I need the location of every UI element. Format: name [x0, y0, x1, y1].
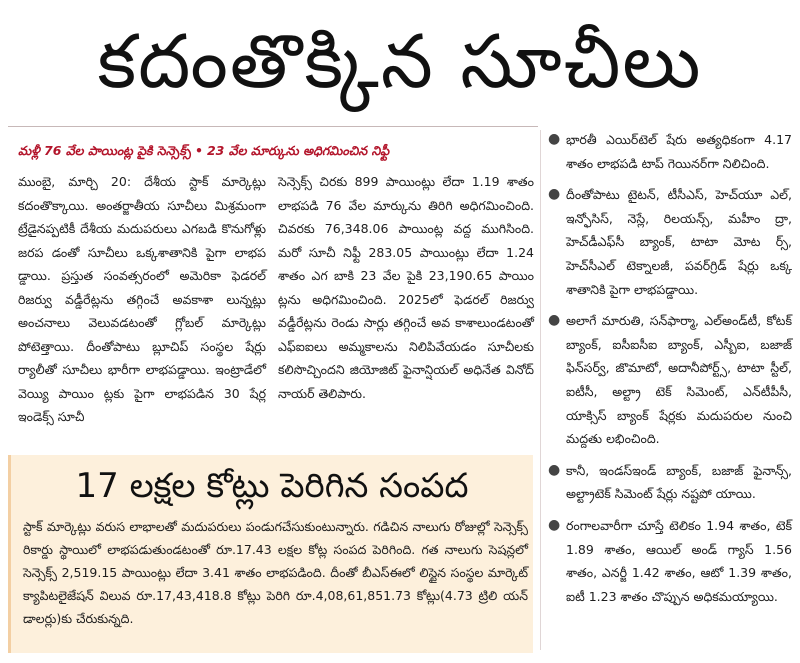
- column-1-text: ముంబై, మార్చి 20: దేశీయ స్టాక్ మార్కెట్లు కదంతొక్కాయి. అంతర్జాతీయ సూచీలు మిశ్రమంగా ట్రేడైనప్పటికీ దేశీయ మదుపరులు ఎగబడి కొనుగోళ్లు జరప డంతో సూచీలు ఒక్కశాతానికి పైగా లాభప డ్డాయి. ప్రస్తుత సంవత్సరంలో అమెరికా ఫెడరల్ రిజర్వు వడ్డీరేట్లను తగ్గించే అవకాశా లున్నట్లు అంచనాలు వెలువడటంతో గ్లోబల్ మార్కెట్లు పోటెత్తాయి. దీంతోపాటు బ్లూచిప్ సంస్థల షేర్లు ర్యాలీతో సూచీలు భారీగా లాభపడ్డాయి. ఇంట్రాడేలో వెయ్యి పాయిం ట్లకు పైగా లాభపడిన 30 షేర్ల ఇండెక్స్ సూచీ: [18, 174, 266, 424]
- bullet-icon: ●: [548, 516, 561, 533]
- subhead-right: 23 వేల మార్కును అధిగమించిన నిఫ్టీ: [206, 143, 390, 158]
- box-title: 17 లక్షల కోట్లు పెరిగిన సంపద: [75, 466, 469, 506]
- article-column-1: [18, 170, 266, 429]
- bullet-item: [546, 309, 792, 451]
- subhead-bullet: •: [194, 143, 203, 158]
- bullet-item: [546, 514, 792, 608]
- bullet-icon: ●: [548, 312, 561, 329]
- bullet-item: [546, 183, 792, 301]
- bullet-item: [546, 459, 792, 506]
- bullet-text: కానీ, ఇండస్‌ఇండ్ బ్యాంక్, బజాజ్ ఫైనాన్స్, అల్ట్రాటెక్ సిమెంట్ షేర్లు నష్టపో యాయి.: [566, 462, 792, 502]
- subheadline: [18, 141, 533, 161]
- bullet-icon: ●: [548, 461, 561, 478]
- box-body: స్టాక్ మార్కెట్లు వరుస లాభాలతో మదుపరులు పండుగచేసుకుంటున్నారు. గడిచిన నాలుగు రోజుల్లో సెన్సెక్స్ రికార్డు స్థాయిలో లాభపడుతుండటంతో రూ.17.43 లక్షల కోట్ల సంపద పెరిగింది. గత నాలుగు సెషన్లలో సెన్సెక్స్ 2,519.15 పాయింట్లు లేదా 3.41 శాతం లాభపడింది. దీంతో బీఎస్‌ఈలో లిస్టైన సంస్థల మార్కెట్ క్యాపిటలైజేషన్ విలువ రూ.17,43,418.8 కోట్లు పెరిగి రూ.4,08,61,851.73 కోట్లు(4.73 ట్రిలి యన్ డాలర్లు)కు చేరుకున్నది.: [23, 519, 528, 626]
- bullet-icon: ●: [548, 131, 561, 147]
- bullet-text: అలాగే మారుతి, సన్‌ఫార్మా, ఎల్‌అండ్‌టీ, కోటక్ బ్యాంక్, ఐసీఐసీఐ బ్యాంక్, ఎస్బీఐ, బజాజ్ ఫిన్‌సర్వ్, జొమాటో, అదానీపోర్ట్స్, టాటా స్టీల్, ఐటీసీ, అల్ట్రా టెక్ సిమెంట్, ఎన్‌టీపీసీ, యాక్సిస్ బ్యాంక్ షేర్లకు మదుపరుల నుంచి మద్దతు లభించింది.: [566, 313, 792, 447]
- bullet-text: రంగాలవారీగా చూస్తే టెలికం 1.94 శాతం, టెక్ 1.89 శాతం, ఆయిల్ అండ్ గ్యాస్ 1.56 శాతం, ఎనర్జీ 1.42 శాతం, ఆటో 1.39 శాతం, ఐటీ 1.23 శాతం చొప్పున అధికమయ్యాయి.: [566, 517, 792, 604]
- column-2-text: సెన్సెక్స్ చిరకు 899 పాయింట్లు లేదా 1.19 శాతం లాభపడి 76 వేల మార్కును తిరిగి అధిగమించింది. చివరకు 76,348.06 పాయింట్ల వద్ద ముగిసింది. మరో సూచీ నిఫ్టీ 283.05 పాయింట్లు లేదా 1.24 శాతం ఎగ బాకి 23 వేల పైకి 23,190.65 పాయిం ట్లను అధిగమించింది. 2025లో ఫెడరల్ రిజర్వు వడ్డీరేట్లను రెండు సార్లు తగ్గించే అవ కాశాలుండటంతో ఎఫ్‌ఐఐలు అమ్మకాలను నిలిపివేయడం సూచీలకు కలిసొచ్చిందని జియోజిట్ ఫైనాన్షియల్ అధినేత వినోద్ నాయర్ తెలిపారు.: [278, 174, 534, 401]
- wealth-box: [8, 455, 533, 653]
- bullet-column: [546, 128, 792, 616]
- headline: కదంతొక్కిన సూచీలు: [97, 19, 703, 105]
- bullet-text: దీంతోపాటు టైటన్, టీసీఎస్, హెచ్‌యూ ఎల్, ఇన్ఫోసిస్, నెస్లే, రిలయన్స్, మహీం ద్రా, హెచ్‌డీఎఫ్‌సీ బ్యాంక్, టాటా మోట ర్స్, హెచ్‌సీఎల్ టెక్నాలజీ, పవర్‌గ్రిడ్ షేర్లు ఒక్క శాతానికి పైగా లాభపడ్డాయి.: [566, 187, 792, 297]
- column-divider: [540, 130, 541, 650]
- article-column-2: [278, 170, 534, 405]
- headline-divider: [8, 126, 538, 127]
- bullet-text: భారతీ ఎయిర్‌టెల్ షేరు అత్యధికంగా 4.17 శాతం లాభపడి టాప్ గెయినర్‌గా నిలిచింది.: [566, 132, 792, 171]
- bullet-item: [546, 128, 792, 175]
- bullet-icon: ●: [548, 186, 561, 203]
- subhead-left: మళ్లీ 76 వేల పాయింట్ల పైకి సెన్సెక్స్: [18, 143, 191, 158]
